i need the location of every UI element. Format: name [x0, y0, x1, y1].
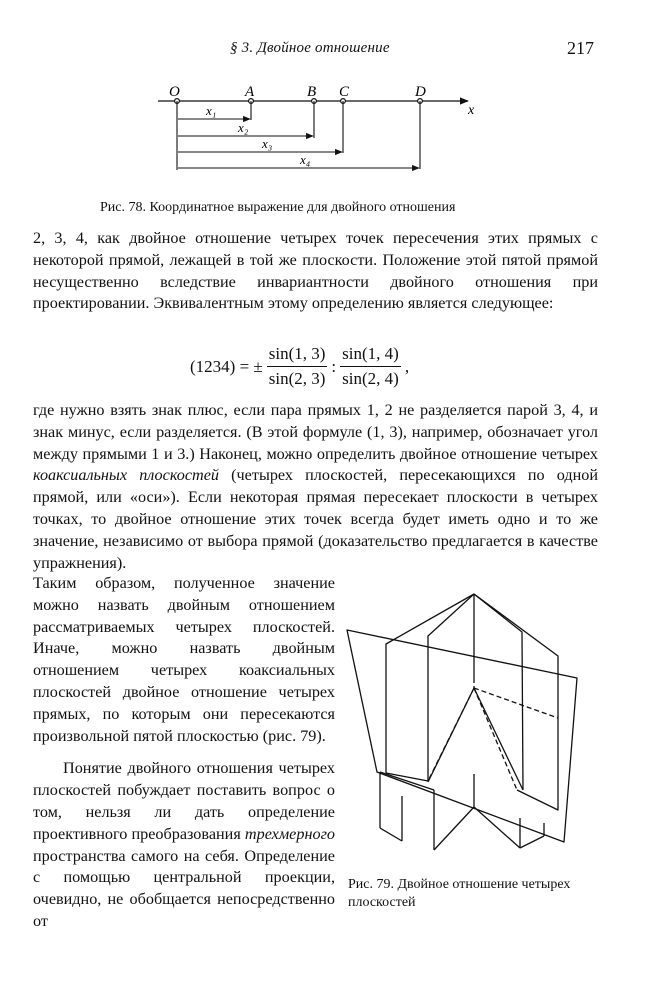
label-x4: x₄: [300, 152, 311, 167]
paragraph-4-emphasis: трехмерного: [244, 824, 335, 843]
paragraph-1: 2, 3, 4, как двойное отношение четырех точек пересечения этих прямых с некоторой прямой, лежащей в той же плоскости. Положение этой пятой прямой несущественно вследствие инвариантности двойного отношения при проектировании. Эквивалентным этому определению является следующее:: [33, 229, 598, 313]
running-header: § 3. Двойное отношение: [230, 40, 390, 56]
figure-79-caption: Рис. 79. Двойное отношение четырех плоскостей: [348, 877, 571, 910]
cross-ratio-formula: [190, 344, 409, 389]
left-column-text: [33, 573, 335, 933]
paragraph-3: Таким образом, полученное значение можно назвать двойным отношением рассматриваемых четырех плоскостей. Иначе, можно назвать двойным отношением четырех коаксиальных плоскостей двойное отношение четырех прямых, по которым они пересекаются произвольной пятой плоскостью (рис. 79).: [33, 574, 335, 745]
formula-end: ,: [404, 356, 410, 376]
fraction-2-denominator: sin(2, 4): [342, 369, 399, 388]
plane-4: [474, 594, 558, 810]
page-number: 217: [567, 38, 594, 58]
figure-78-coordinate-diagram: [150, 78, 490, 178]
fraction-1: [267, 344, 328, 389]
label-b: B: [307, 84, 317, 100]
paragraph-4: [33, 758, 335, 932]
paragraph-4-text-a: Понятие двойного отношения четырех плоскостей побуждает поставить вопрос о том, нельзя ли дать определение проективного преобразования: [33, 759, 335, 843]
label-o: O: [169, 84, 180, 100]
figure-79-coaxial-planes: [340, 578, 610, 868]
plane-1: [386, 594, 474, 773]
paragraph-2-emphasis: коаксиальных плоскостей: [33, 466, 220, 485]
formula-lhs: (1234) = ±: [190, 356, 263, 376]
cutting-plane: [347, 630, 577, 842]
fraction-2-numerator: sin(1, 4): [340, 344, 401, 367]
label-x2: x₂: [238, 120, 249, 135]
paragraph-2: [33, 400, 598, 574]
fraction-1-numerator: sin(1, 3): [267, 344, 328, 367]
plane-3: [474, 594, 523, 790]
paragraph-2-text-a: где нужно взять знак плюс, если пара прямых 1, 2 не разделяется парой 3, 4, и знак минус, если разделяется. (В этой формуле (1, 3), например, обозначает угол между прямыми 1 и 3.) Наконец, можно определить двойное отношение четырех: [33, 401, 598, 463]
label-d: D: [415, 84, 426, 100]
label-a: A: [245, 84, 255, 100]
fraction-1-denominator: sin(2, 3): [268, 369, 326, 388]
label-x1: x₁: [206, 103, 217, 118]
paragraph-4-text-b: пространства самого на себя. Определение с помощью центральной проекции, очевидно, не обобщается непосредственно от: [33, 846, 335, 930]
label-c: C: [339, 84, 350, 100]
figure-78-caption: Рис. 78. Координатное выражение для двойного отношения: [100, 200, 456, 215]
axis-label-x: x: [468, 103, 475, 118]
formula-separator: :: [331, 356, 337, 376]
paragraph-2-text-b: (четырех плоскостей, пересекающихся по одной прямой, или «оси»). Если некоторая прямая пересекает плоскости в четырех точках, то двойное отношение этих точек всегда будет иметь одно и то же значение, независимо от выбора прямой (доказательство предлагается в качестве упражнения).: [33, 466, 599, 572]
fraction-2: [340, 344, 401, 389]
label-x3: x₃: [262, 136, 273, 151]
plane-2: [428, 594, 474, 781]
